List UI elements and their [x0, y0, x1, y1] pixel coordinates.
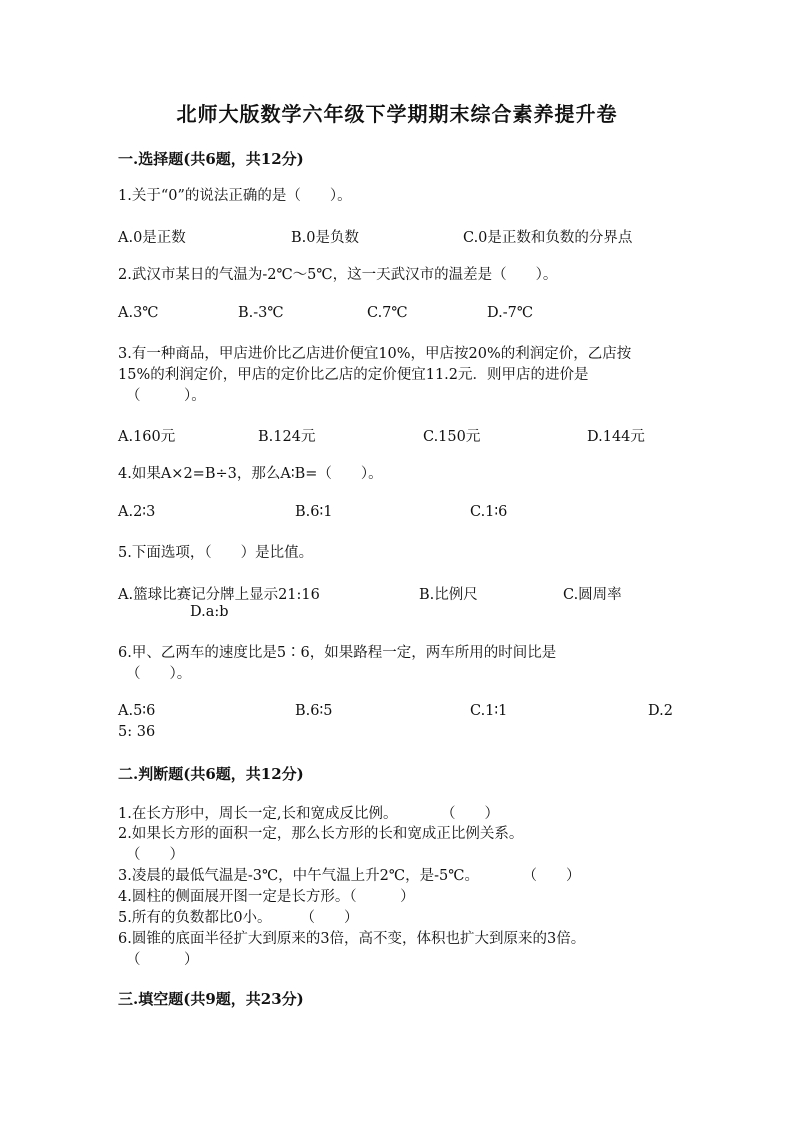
page-title: 北师大版数学六年级下学期期末综合素养提升卷: [176, 102, 618, 126]
judge-item-2: 2.如果长方形的面积一定，那么长方形的长和宽成正比例关系。: [118, 826, 524, 842]
q3-option-d: D.144元: [587, 429, 645, 445]
question-3-stem-line1: 3.有一种商品，甲店进价比乙店进价便宜10%，甲店按20%的利润定价，乙店按: [118, 346, 632, 362]
q5-option-a: A.篮球比赛记分牌上显示21:16: [118, 587, 320, 603]
question-3-stem-line3: （ ）。: [126, 388, 206, 404]
question-6-stem-line1: 6.甲、乙两车的速度比是5∶6，如果路程一定，两车所用的时间比是: [118, 645, 557, 661]
question-4-stem: 4.如果A×2=B÷3，那么A∶B=（ ）。: [118, 466, 383, 482]
question-3-stem-line2: 15%的利润定价，甲店的定价比乙店的定价便宜11.2元．则甲店的进价是: [118, 367, 589, 383]
q4-option-a: A.2∶3: [118, 504, 156, 520]
q3-option-c: C.150元: [423, 429, 481, 445]
q5-option-c: C.圆周率: [563, 587, 622, 603]
section-heading-judge: 二.判断题(共6题，共12分): [118, 765, 304, 783]
q1-option-c: C.0是正数和负数的分界点: [463, 230, 633, 246]
q6-option-a: A.5∶6: [118, 703, 156, 719]
q2-option-d: D.-7℃: [487, 305, 534, 321]
q6-option-b: B.6∶5: [295, 703, 333, 719]
q3-option-a: A.160元: [118, 429, 176, 445]
q1-option-b: B.0是负数: [291, 230, 359, 246]
q5-option-b: B.比例尺: [419, 587, 478, 603]
judge-item-4: 4.圆柱的侧面展开图一定是长方形。（ ）: [118, 889, 415, 905]
section-heading-fill: 三.填空题(共9题，共23分): [118, 990, 304, 1008]
q2-option-a: A.3℃: [118, 305, 159, 321]
judge-item-5: 5.所有的负数都比0小。 （ ）: [118, 910, 359, 926]
judge-item-3: 3.凌晨的最低气温是-3℃，中午气温上升2℃，是-5℃。 （ ）: [118, 868, 581, 884]
judge-item-6: 6.圆锥的底面半径扩大到原来的3倍，高不变，体积也扩大到原来的3倍。: [118, 931, 586, 947]
q2-option-b: B.-3℃: [238, 305, 284, 321]
question-2-stem: 2.武汉市某日的气温为-2℃～5℃，这一天武汉市的温差是（ ）。: [118, 267, 558, 283]
q5-option-d: D.a:b: [190, 604, 229, 620]
judge-item-2-bracket: （ ）: [126, 847, 184, 863]
question-5-stem: 5.下面选项，（ ）是比值。: [118, 545, 314, 561]
q6-option-d-continued: 5: 36: [118, 724, 156, 740]
q6-option-d: D.2: [648, 703, 673, 719]
q4-option-c: C.1∶6: [470, 504, 508, 520]
judge-item-1: 1.在长方形中，周长一定,长和宽成反比例。 （ ）: [118, 806, 499, 822]
q3-option-b: B.124元: [258, 429, 316, 445]
judge-item-6-bracket: （ ）: [126, 952, 199, 968]
q2-option-c: C.7℃: [367, 305, 408, 321]
question-6-stem-line2: （ ）。: [126, 666, 192, 682]
q1-option-a: A.0是正数: [118, 230, 186, 246]
section-heading-choice: 一.选择题(共6题，共12分): [118, 150, 304, 168]
q6-option-c: C.1∶1: [470, 703, 508, 719]
question-1-stem: 1.关于“0”的说法正确的是（ ）。: [118, 188, 352, 204]
q4-option-b: B.6∶1: [295, 504, 333, 520]
